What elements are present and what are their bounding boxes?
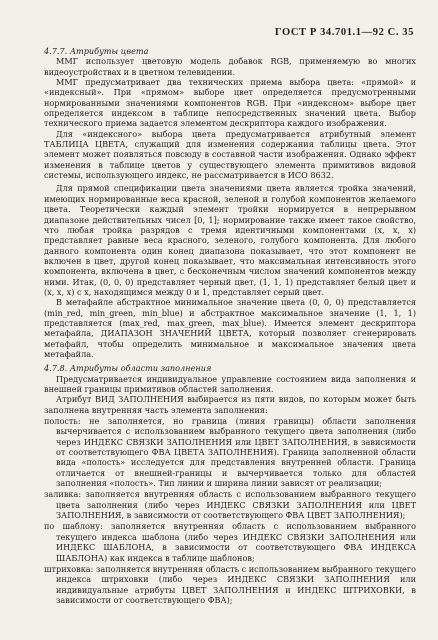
page-header: ГОСТ Р 34.701.1—92 С. 35 bbox=[274, 27, 414, 38]
list-item: заливка: заполняется внутренняя область с использованием выбранного текущего цвета заполнения (либо через ИНДЕКС СВЯЗКИ ЗАПОЛНЕНИЯ или ЦВЕТ ЗАПОЛНЕНИЯ, в зависимости от соответствующего ФВА ЦВЕТ ЗАПОЛНЕНИЯ); bbox=[44, 489, 416, 521]
paragraph: ММГ использует цветовую модель добавок RGB, применяемую во многих видеоустройствах и в цветном телевидении. bbox=[44, 56, 416, 77]
paragraph: Для «индексного» выбора цвета предусматривается атрибутный элемент ТАБЛИЦА ЦВЕТА, служащий для изменения содержания таблицы цвета. Этот элемент может появляться повсюду в составной части изображения. Однако эффект изменения в таблице цветов у существующего элемента примитивов видовой системы, использующего индекс, не рассматривается в ИСО 8632. bbox=[44, 128, 416, 181]
paragraph: Для прямой спецификации цвета значениями цвета является тройка значений, имеющих нормированные веса красной, зеленой и голубой компонентов желаемого цвета. Теоретически каждый элемент тройки нормируется в непрерывном диапазоне действительных чисел [0, 1]; нормирование также имеет такое свойство, что любая тройка разрядов с тремя идентичными компонентами (х, х, х) представляет равные веса красного, зеленого, голубого компонента. Для любого данного компонента один конец диапазона показывает, что этот компонент не включен в цвет, другой конец показывает, что максимальная интенсивность этого компонента, включена в цвет, с бесконечным числом значений компонентов между ними. Итак, (0, 0, 0) представляет черный цвет, (1, 1, 1) представляет белый цвет и (х, х, х) с х, находящимся между 0 и 1, представляет серый цвет. bbox=[44, 183, 416, 297]
section-heading: 4.7.7. Атрибуты цвета bbox=[44, 46, 149, 56]
paragraph: В метафайле абстрактное минимальное значение цвета (0, 0, 0) представляется (min_red, min_green, min_blue) и абстрактное максимальное значение (1, 1, 1) представляется (max_red, max_green, max_blue). Имеется элемент дескриптора метафайла, ДИАПАЗОН ЗНАЧЕНИЙ ЦВЕТА, который позволяет сгенерировать метафайл, чтобы определить минимальное и максимальное значения цвета метафайла. bbox=[44, 297, 416, 359]
paragraph: Атрибут ВИД ЗАПОЛНЕНИЯ выбирается из пяти видов, по которым может быть заполнена внутренняя часть элемента заполнения: bbox=[44, 394, 416, 415]
list-item: по шаблону: заполняется внутренняя область с использованием выбранного текущего индекса шаблона (либо через ИНДЕКС СВЯЗКИ ЗАПОЛНЕНИЯ или ИНДЕКС ШАБЛОНА, в зависимости от соответствующего ФВА ИНДЕКСА ШАБЛОНА) как индекса в таблице шаблонов; bbox=[44, 521, 416, 563]
section-heading: 4.7.8. Атрибуты области заполнения bbox=[44, 363, 212, 374]
list-item: штриховка: заполняется внутренняя область с использованием выбранного текущего индекса штриховки (либо через ИНДЕКС СВЯЗКИ ЗАПОЛНЕНИЯ или индивидуальные атрибуты ЦВЕТ ЗАПОЛНЕНИЯ и ИНДЕКС ШТРИХОВКИ, в зависимости от соответствующего ФВА); bbox=[44, 563, 416, 605]
paragraph: ММГ предусматривает два технических приема выбора цвета: «прямой» и «индексный». При «прямом» выборе цвет определяется предусмотренными нормированными значениями компонентов RGB. При «индексном» выборе цвет определяется индексом в таблице непосредственных значений цвета. Выбор технического приема задается элементом дескриптора каждого изображения. bbox=[44, 77, 416, 129]
page-body bbox=[44, 46, 416, 605]
paragraph: Предусматривается индивидуальное управление состоянием вида заполнения и внешней границы примитивов областей заполнения. bbox=[44, 373, 416, 394]
list-item: полость: не заполняется, но граница (линия границы) области заполнения вычерчивается с использованием выбранного текущего цвета заполнения (либо через ИНДЕКС СВЯЗКИ ЗАПОЛНЕНИЯ или ЦВЕТ ЗАПОЛНЕНИЯ, в зависимости от соответствующего ФВА ЦВЕТА ЗАПОЛНЕНИЯ). Граница заполненной области вида «полость» исследуется для представления внутренней области. Граница отличается от внешней-границы и вычерчивается только для областей заполнения «полость». Тип линии и ширина линии зависят от реализации; bbox=[44, 416, 416, 489]
